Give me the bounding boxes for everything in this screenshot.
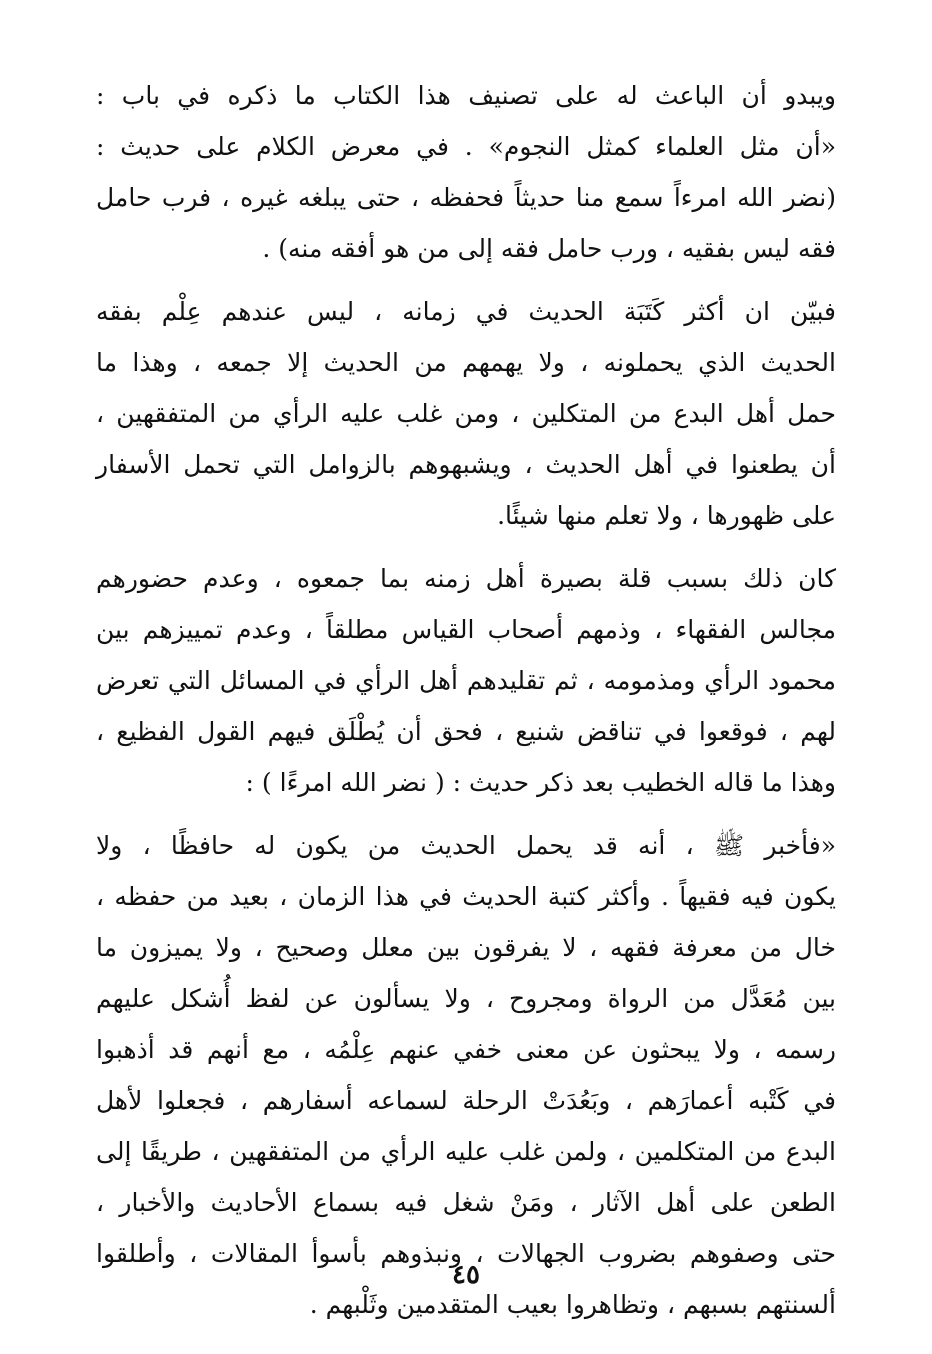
page-number: ٤٥ xyxy=(452,1260,480,1290)
text-line: أن يطعنوا في أهل الحديث ، ويشبهوهم بالزوامل التي تحمل الأسفار xyxy=(96,450,836,479)
text-line: «أن مثل العلماء كمثل النجوم» . في معرض الكلام على حديث : xyxy=(96,132,836,161)
text-line: حمل أهل البدع من المتكلين ، ومن غلب عليه الرأي من المتفقهين ، xyxy=(96,399,836,428)
text-line: (نضر الله امرءاً سمع منا حديثاً فحفظه ، حتى يبلغه غيره ، فرب حامل xyxy=(96,183,836,212)
text-line: «فأخبر ﷺ ، أنه قد يحمل الحديث من يكون له حافظًا ، ولا xyxy=(96,831,836,860)
paragraph-3 xyxy=(96,553,836,808)
text-line: لهم ، فوقعوا في تناقض شنيع ، فحق أن يُطْلَق فيهم القول الفظيع ، xyxy=(96,717,836,746)
text-line: فبيّن ان أكثر كَتَبَة الحديث في زمانه ، ليس عندهم عِلْم بفقه xyxy=(96,297,836,326)
text-line: بين مُعَدَّل من الرواة ومجروح ، ولا يسألون عن لفظ أُشكل عليهم xyxy=(96,984,836,1013)
text-line: على ظهورها ، ولا تعلم منها شيئًا. xyxy=(497,501,836,530)
paragraph-spacer xyxy=(96,274,836,286)
text-line: الطعن على أهل الآثار ، ومَنْ شغل فيه بسماع الأحاديث والأخبار ، xyxy=(96,1188,836,1217)
text-line: خال من معرفة فقهه ، لا يفرقون بين معلل وصحيح ، ولا يميزون ما xyxy=(96,933,836,962)
text-line: محمود الرأي ومذمومه ، ثم تقليدهم أهل الرأي في المسائل التي تعرض xyxy=(96,666,836,695)
text-line: كان ذلك بسبب قلة بصيرة أهل زمنه بما جمعوه ، وعدم حضورهم xyxy=(96,564,836,593)
paragraph-spacer xyxy=(96,541,836,553)
text-line: ألسنتهم بسبهم ، وتظاهروا بعيب المتقدمين وثَلْبهم . xyxy=(309,1290,836,1319)
text-line: حتى وصفوهم بضروب الجهالات ، ونبذوهم بأسوأ المقالات ، وأطلقوا xyxy=(96,1239,836,1268)
text-line: الحديث الذي يحملونه ، ولا يهمهم من الحديث إلا جمعه ، وهذا ما xyxy=(96,348,836,377)
paragraph-4-quotation xyxy=(96,820,836,1330)
paragraph-2 xyxy=(96,286,836,541)
text-line: رسمه ، ولا يبحثون عن معنى خفي عنهم عِلْمُه ، مع أنهم قد أذهبوا xyxy=(96,1035,836,1064)
paragraph-1 xyxy=(96,70,836,274)
paragraph-spacer xyxy=(96,808,836,820)
text-line: البدع من المتكلمين ، ولمن غلب عليه الرأي من المتفقهين ، طريقًا إلى xyxy=(96,1137,836,1166)
text-line: في كَتْبه أعمارَهم ، وبَعُدَتْ الرحلة لسماعه أسفارهم ، فجعلوا لأهل xyxy=(96,1086,836,1115)
document-page xyxy=(96,70,836,1340)
text-line: وهذا ما قاله الخطيب بعد ذكر حديث : ( نضر الله امرءًا ) : xyxy=(245,768,836,797)
text-line: فقه ليس بفقيه ، ورب حامل فقه إلى من هو أفقه منه) . xyxy=(262,234,836,263)
text-line: ويبدو أن الباعث له على تصنيف هذا الكتاب ما ذكره في باب : xyxy=(96,81,836,110)
text-line: يكون فيه فقيهاً . وأكثر كتبة الحديث في هذا الزمان ، بعيد من حفظه ، xyxy=(96,882,836,911)
text-line: مجالس الفقهاء ، وذمهم أصحاب القياس مطلقاً ، وعدم تمييزهم بين xyxy=(96,615,836,644)
